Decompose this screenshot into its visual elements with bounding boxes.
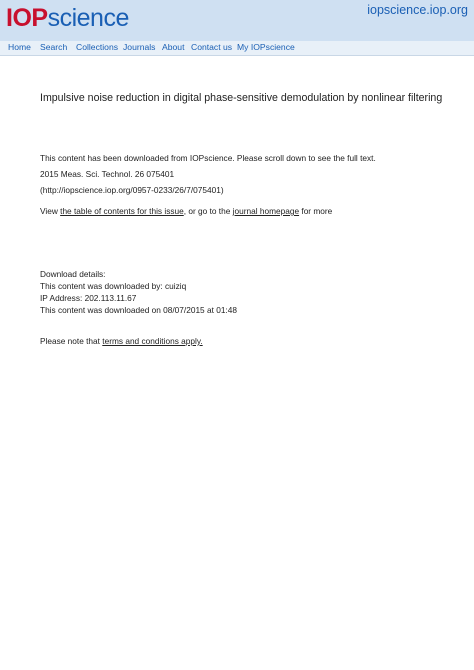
terms-prefix: Please note that xyxy=(40,336,103,346)
view-middle: , or go to the xyxy=(183,206,233,216)
article-citation: 2015 Meas. Sci. Technol. 26 075401 xyxy=(40,169,175,179)
terms-line xyxy=(40,336,203,346)
downloaded-by: This content was downloaded by: cuiziq xyxy=(40,281,187,291)
terms-and-conditions-link[interactable]: terms and conditions apply. xyxy=(102,336,203,346)
nav-search[interactable]: Search xyxy=(40,42,68,52)
logo-science-text: science xyxy=(47,4,129,32)
ip-address: IP Address: 202.113.11.67 xyxy=(40,293,137,303)
nav-about[interactable]: About xyxy=(162,42,185,52)
site-url-link[interactable]: iopscience.iop.org xyxy=(367,3,468,17)
nav-my-iopscience[interactable]: My IOPscience xyxy=(237,42,295,52)
nav-bar xyxy=(0,41,474,56)
nav-home[interactable]: Home xyxy=(8,42,31,52)
table-of-contents-link[interactable]: the table of contents for this issue xyxy=(60,206,184,216)
view-prefix: View xyxy=(40,206,61,216)
view-links-line xyxy=(40,206,332,216)
nav-collections[interactable]: Collections xyxy=(76,42,119,52)
article-title: Impulsive noise reduction in digital phase-sensitive demodulation by nonlinear filtering xyxy=(40,92,443,104)
view-suffix: for more xyxy=(299,206,333,216)
iopscience-logo[interactable] xyxy=(6,3,129,33)
nav-contact-us[interactable]: Contact us xyxy=(191,42,233,52)
download-date: This content was downloaded on 08/07/2015 at 01:48 xyxy=(40,305,237,315)
download-details-heading: Download details: xyxy=(40,269,106,279)
journal-homepage-link[interactable]: journal homepage xyxy=(232,206,300,216)
nav-journals[interactable]: Journals xyxy=(123,42,156,52)
logo-iop-text: IOP xyxy=(6,4,48,32)
article-doi-url: (http://iopscience.iop.org/0957-0233/26/7/075401) xyxy=(40,185,224,195)
downloaded-notice: This content has been downloaded from IOPscience. Please scroll down to see the full text. xyxy=(40,153,376,163)
site-header xyxy=(0,0,474,41)
